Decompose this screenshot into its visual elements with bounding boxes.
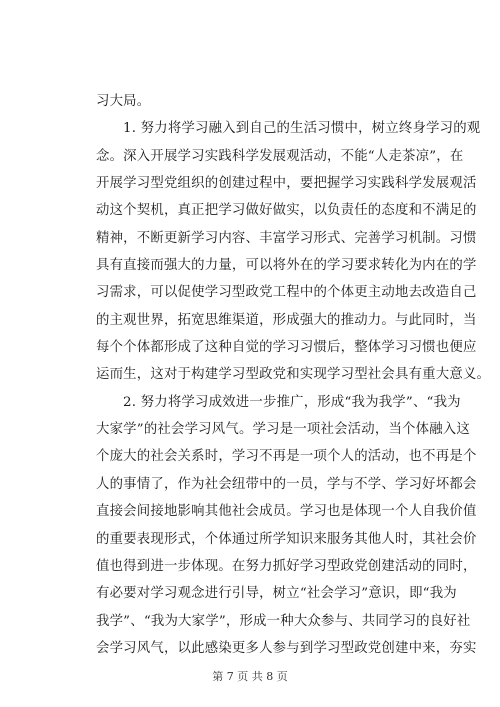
- text-line: 习需求，可以促使学习型政党工程中的个体更主动地去改造自己: [96, 285, 477, 301]
- text-line: 的主观世界，拓宽思维渠道，形成强大的推动力。与此同时，当: [96, 312, 477, 328]
- text-line: 运而生，这对于构建学习型政党和实现学习型社会具有重大意义。: [96, 367, 491, 383]
- page-number-footer: 第 7 页 共 8 页: [212, 670, 288, 683]
- text-line: 值也得到进一步体现。在努力抓好学习型政党创建活动的同时，: [96, 558, 477, 574]
- text-line: 开展学习型党组织的创建过程中，要把握学习实践科学发展观活: [96, 176, 477, 192]
- paragraph-1-start: 1. 努力将学习融入到自己的生活习惯中，树立终身学习的观: [123, 121, 481, 137]
- text-line: 大家学”的社会学习风气。学习是一项社会活动，当个体融入这: [96, 422, 470, 438]
- text-line: 具有直接而强大的力量，可以将外在的学习要求转化为内在的学: [96, 258, 477, 274]
- text-line: 每个个体都形成了这种自觉的学习习惯后，整体学习习惯也便应: [96, 340, 477, 356]
- text-line: 念。深入开展学习实践科学发展观活动，不能“人走茶凉”，在: [96, 148, 464, 164]
- body-text: [96, 88, 491, 662]
- text-line: 的重要表现形式，个体通过所学知识来服务其他人时，其社会价: [96, 531, 477, 547]
- text-line: 精神，不断更新学习内容、丰富学习形式、完善学习机制。习惯: [96, 230, 477, 246]
- text-line: 有必要对学习观念进行引导，树立“社会学习”意识，即“我为: [96, 586, 457, 602]
- text-line: 直接会间接地影响其他社会成员。学习也是体现一个人自我价值: [96, 504, 477, 520]
- text-line: 会学习风气，以此感染更多人参与到学习型政党创建中来，夯实: [96, 640, 477, 656]
- text-line: 我学”、“我为大家学”，形成一种大众参与、共同学习的良好社: [96, 613, 471, 629]
- paragraph-2-start: 2. 努力将学习成效进一步推广，形成“我为我学”、“我为: [123, 394, 461, 410]
- text-line: 习大局。: [96, 94, 151, 109]
- text-line: 个庞大的社会关系时，学习不再是一项个人的活动，也不再是个: [96, 449, 477, 465]
- text-line: 人的事情了，作为社会纽带中的一员，学与不学、学习好坏都会: [96, 476, 477, 492]
- text-line: 动这个契机，真正把学习做好做实，以负责任的态度和不满足的: [96, 203, 477, 219]
